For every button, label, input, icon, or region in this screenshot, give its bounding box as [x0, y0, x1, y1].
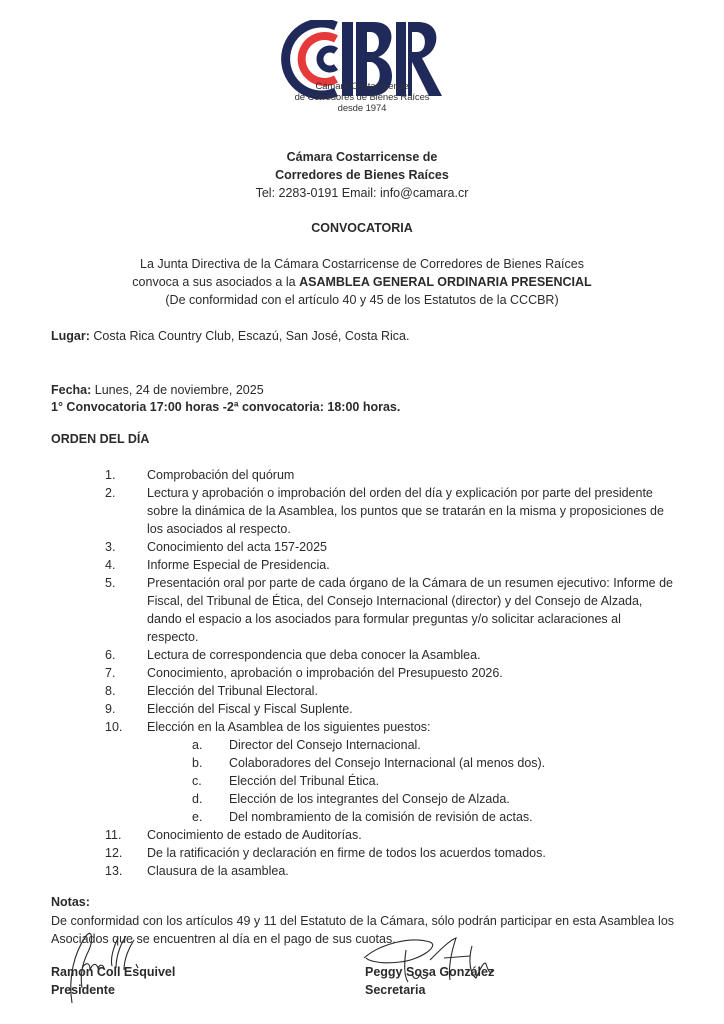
subitem-letter: a. [192, 738, 203, 752]
item-text: Conocimiento de estado de Auditorías. [147, 828, 362, 842]
subitem-text: Colaboradores del Consejo Internacional (al menos dos). [229, 756, 546, 770]
agenda-item [0, 484, 724, 538]
agenda-list [0, 466, 724, 880]
subitem-letter: e. [192, 810, 203, 824]
agenda-subitem [0, 754, 724, 772]
intro-line2 [0, 275, 724, 289]
item-number: 4. [105, 558, 116, 572]
subitem-text: Del nombramiento de la comisión de revisión de actas. [229, 810, 533, 824]
contact-info: Tel: 2283-0191 Email: info@camara.cr [255, 186, 469, 200]
item-text: Lectura de correspondencia que deba conocer la Asamblea. [147, 648, 481, 662]
intro-line1: La Junta Directiva de la Cámara Costarricense de Corredores de Bienes Raíces [140, 257, 584, 271]
agenda-subitem [0, 772, 724, 790]
item-number: 13. [105, 864, 123, 878]
agenda-title: ORDEN DEL DÍA [51, 432, 150, 446]
agenda-item [0, 718, 724, 736]
item-number: 2. [105, 486, 116, 500]
item-text: Lectura y aprobación o improbación del orden del día y explicación por parte del presidente sobre la dinámica de la Asamblea, los puntos que se tratarán en la misma y proposiciones de los asociados al respecto. [147, 486, 664, 536]
org-name-line2: Corredores de Bienes Raíces [275, 168, 449, 182]
document-title: CONVOCATORIA [311, 221, 413, 235]
item-number: 7. [105, 666, 116, 680]
item-number: 9. [105, 702, 116, 716]
org-name-line1: Cámara Costarricense de [286, 150, 438, 164]
secretary-signature [360, 930, 510, 990]
agenda-item [0, 682, 724, 700]
item-text: Clausura de la asamblea. [147, 864, 289, 878]
item-text: Comprobación del quórum [147, 468, 295, 482]
item-number: 11. [105, 828, 122, 842]
notes-title: Notas: [51, 895, 90, 909]
agenda-item [0, 556, 724, 574]
subitem-text: Elección de los integrantes del Consejo de Alzada. [229, 792, 510, 806]
agenda-item [0, 574, 724, 646]
item-text: Elección en la Asamblea de los siguientes puestos: [147, 720, 431, 734]
venue-line [51, 329, 409, 343]
agenda-item [0, 664, 724, 682]
agenda-item [0, 862, 724, 880]
subitem-text: Elección del Tribunal Ética. [229, 774, 380, 788]
item-number: 3. [105, 540, 116, 554]
item-number: 1. [105, 468, 116, 482]
date-value: Lunes, 24 de noviembre, 2025 [91, 383, 264, 397]
schedule-line: 1° Convocatoria 17:00 horas -2ª convocatoria: 18:00 horas. [51, 400, 401, 414]
subitem-letter: c. [192, 774, 202, 788]
item-text: Conocimiento del acta 157-2025 [147, 540, 327, 554]
agenda-item [0, 538, 724, 556]
item-number: 10. [105, 720, 123, 734]
item-number: 5. [105, 576, 116, 590]
agenda-item [0, 646, 724, 664]
agenda-item [0, 826, 724, 844]
item-text: Elección del Tribunal Electoral. [147, 684, 318, 698]
item-text: De la ratificación y declaración en firme de todos los acuerdos tomados. [147, 846, 546, 860]
item-text: Elección del Fiscal y Fiscal Suplente. [147, 702, 353, 716]
logo-caption-line1: Cámara Costarricense [315, 81, 409, 92]
subitem-letter: d. [192, 792, 203, 806]
president-role: Presidente [51, 983, 115, 997]
logo-caption-line2: de Corredores de Bienes Raíces [294, 92, 430, 103]
agenda-item [0, 700, 724, 718]
date-label: Fecha: [51, 383, 92, 397]
subitem-text: Director del Consejo Internacional. [229, 738, 421, 752]
agenda-subitem [0, 736, 724, 754]
item-number: 12. [105, 846, 123, 860]
item-text: Informe Especial de Presidencia. [147, 558, 330, 572]
item-text: Presentación oral por parte de cada órgano de la Cámara de un resumen ejecutivo: Informe de Fiscal, del Tribunal de Ética, del Consejo Internacional (director) y del Consejo de Alzada, dando el espacio a los asociados para formular preguntas y/o solicitar aclaraciones al respecto. [147, 576, 674, 644]
notes-text: De conformidad con los artículos 49 y 11 del Estatuto de la Cámara, sólo podrán participar en esta Asamblea los Asociados que se encuentren al día en el pago de sus cuotas. [51, 914, 675, 946]
item-text: Conocimiento, aprobación o improbación del Presupuesto 2026. [147, 666, 503, 680]
subitem-letter: b. [192, 756, 203, 770]
president-name: Ramon Coll Esquivel [51, 965, 176, 979]
venue-label: Lugar: [51, 329, 90, 343]
venue-value: Costa Rica Country Club, Escazú, San José, Costa Rica. [89, 329, 410, 343]
logo-caption-line3: desde 1974 [337, 103, 387, 114]
intro-line3: (De conformidad con el artículo 40 y 45 de los Estatutos de la CCCBR) [165, 293, 559, 307]
date-line [51, 383, 264, 397]
agenda-subitem [0, 790, 724, 808]
item-number: 6. [105, 648, 116, 662]
assembly-name: ASAMBLEA GENERAL ORDINARIA PRESENCIAL [299, 275, 592, 289]
item-number: 8. [105, 684, 116, 698]
intro-line2-prefix: convoca a sus asociados a la [132, 275, 300, 289]
secretary-role: Secretaria [365, 983, 426, 997]
agenda-item [0, 466, 724, 484]
agenda-item [0, 844, 724, 862]
agenda-subitem [0, 808, 724, 826]
secretary-name: Peggy Sosa González [365, 965, 495, 979]
